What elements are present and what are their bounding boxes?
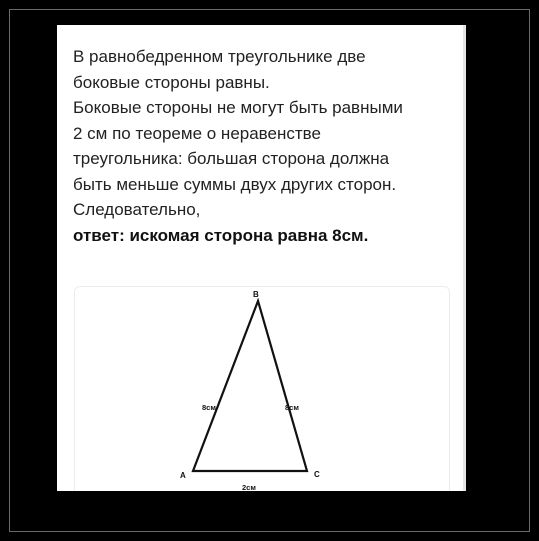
answer-line: быть меньше суммы двух других сторон. [73, 174, 397, 194]
vertex-label-b: B [253, 290, 259, 299]
vertex-label-c: C [314, 470, 320, 479]
answer-card [57, 25, 465, 491]
triangle-shape [193, 301, 307, 471]
answer-line: треугольника: большая сторона должна [73, 149, 390, 168]
scrollbar[interactable] [463, 25, 466, 491]
vertex-label-a: A [180, 471, 186, 480]
triangle-diagram [75, 287, 451, 491]
triangle-image[interactable] [74, 286, 450, 491]
side-label-bc: 8см [285, 403, 299, 412]
answer-line: В равнобедренном треугольнике две [73, 47, 366, 66]
answer-line: Боковые стороны не могут быть равными [73, 98, 403, 117]
answer-line: боковые стороны равны. [73, 72, 270, 92]
answer-line: 2 см по теореме о неравенстве [73, 123, 321, 143]
answer-text [73, 44, 453, 248]
side-label-ac: 2см [242, 483, 256, 492]
answer-line: Следовательно, [73, 200, 201, 219]
side-label-ab: 8см [202, 403, 216, 412]
answer-conclusion: ответ: искомая сторона равна 8см. [73, 225, 369, 245]
